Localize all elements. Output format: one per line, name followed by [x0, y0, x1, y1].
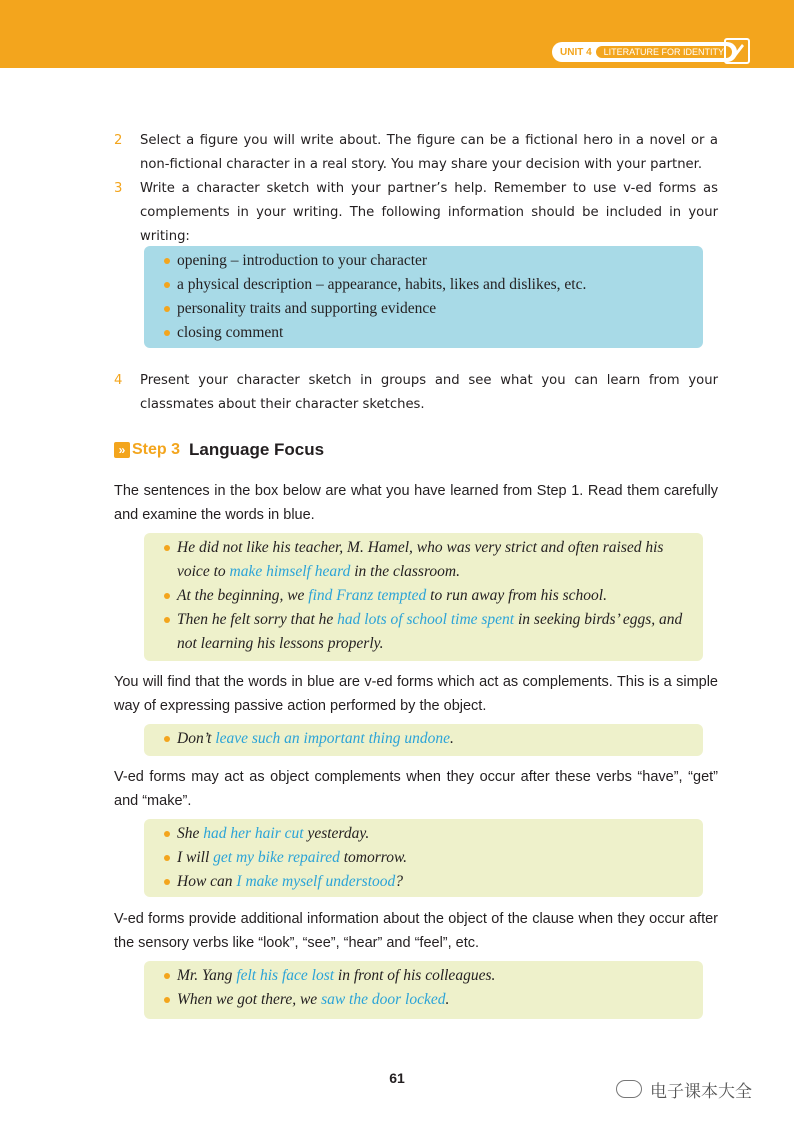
- example-sentence: Then he felt sorry that he had lots of school time spent in seeking birds’ eggs, and not learning his lessons properly.: [164, 608, 693, 656]
- object-complement-paragraph: V-ed forms may act as object complements when they occur after these verbs “have”, “get” and “make”.: [114, 769, 718, 809]
- watermark: [616, 1076, 752, 1102]
- unit-badge: [552, 42, 737, 62]
- task-item-4: [114, 369, 718, 417]
- highlight: make himself heard: [229, 563, 351, 580]
- highlight: felt his face lost: [236, 967, 335, 984]
- task-text: Present your character sketch in groups and see what you can learn from your classmates about their character sketches.: [140, 373, 718, 412]
- intro-paragraph: The sentences in the box below are what you have learned from Step 1. Read them carefully and examine the words in blue.: [114, 483, 718, 523]
- unit-label: UNIT 4: [560, 46, 592, 58]
- example-sentence: Don’t leave such an important thing undone.: [164, 727, 693, 751]
- example-box-1: [144, 533, 703, 661]
- example-sentence: She had her hair cut yesterday.: [164, 822, 693, 846]
- writing-checklist-box: [144, 246, 703, 348]
- double-chevron-icon: »: [114, 442, 130, 458]
- task-item-3: [114, 177, 718, 249]
- watermark-text: 电子课本大全: [650, 1081, 752, 1101]
- task-number: 4: [114, 373, 123, 388]
- highlight: saw the door locked: [321, 991, 446, 1008]
- task-item-2: [114, 129, 718, 177]
- checklist-item: a physical description – appearance, habits, likes and dislikes, etc.: [164, 273, 693, 297]
- explanation-paragraph: You will find that the words in blue are v-ed forms which act as complements. This is a simple way of expressing passive action performed by the object.: [114, 674, 718, 714]
- example-sentence: How can I make myself understood?: [164, 870, 693, 894]
- example-sentence: When we got there, we saw the door locked.: [164, 988, 693, 1012]
- example-sentence: I will get my bike repaired tomorrow.: [164, 846, 693, 870]
- example-box-2: [144, 724, 703, 756]
- checklist-item: personality traits and supporting evidence: [164, 297, 693, 321]
- task-number: 3: [114, 181, 123, 196]
- step-label: Step 3: [132, 441, 181, 458]
- task-text: Select a figure you will write about. The figure can be a fictional hero in a novel or a non-fictional character in a real story. You may share your decision with your partner.: [140, 133, 718, 172]
- checklist-item: opening – introduction to your character: [164, 249, 693, 273]
- sensory-verbs-paragraph: V-ed forms provide additional information about the object of the clause when they occur after the sensory verbs like “look”, “see”, “hear” and “feel”, etc.: [114, 911, 718, 951]
- highlight: get my bike repaired: [213, 849, 340, 866]
- checklist-item: closing comment: [164, 321, 693, 345]
- task-number: 2: [114, 133, 123, 148]
- highlight: I make myself understood: [236, 873, 396, 890]
- step-heading: [114, 438, 324, 462]
- highlight: find Franz tempted: [308, 587, 427, 604]
- chat-icon: [616, 1080, 642, 1098]
- example-box-4: [144, 961, 703, 1019]
- highlight: had lots of school time spent: [337, 611, 515, 628]
- task-text: Write a character sketch with your partner’s help. Remember to use v-ed forms as complements in your writing. The following information should be included in your writing:: [140, 181, 718, 244]
- example-box-3: [144, 819, 703, 897]
- highlight: leave such an important thing undone: [215, 730, 450, 747]
- unit-title: LITERATURE FOR IDENTITY: [596, 46, 732, 58]
- example-sentence: Mr. Yang felt his face lost in front of his colleagues.: [164, 964, 693, 988]
- example-sentence: He did not like his teacher, M. Hamel, who was very strict and often raised his voice to make himself heard in the classroom.: [164, 536, 693, 584]
- pen-paper-icon: [724, 38, 750, 64]
- example-sentence: At the beginning, we find Franz tempted to run away from his school.: [164, 584, 693, 608]
- header-bar: [0, 0, 794, 68]
- step-title: Language Focus: [189, 440, 325, 459]
- page-number: 61: [389, 1070, 405, 1086]
- highlight: had her hair cut: [203, 825, 304, 842]
